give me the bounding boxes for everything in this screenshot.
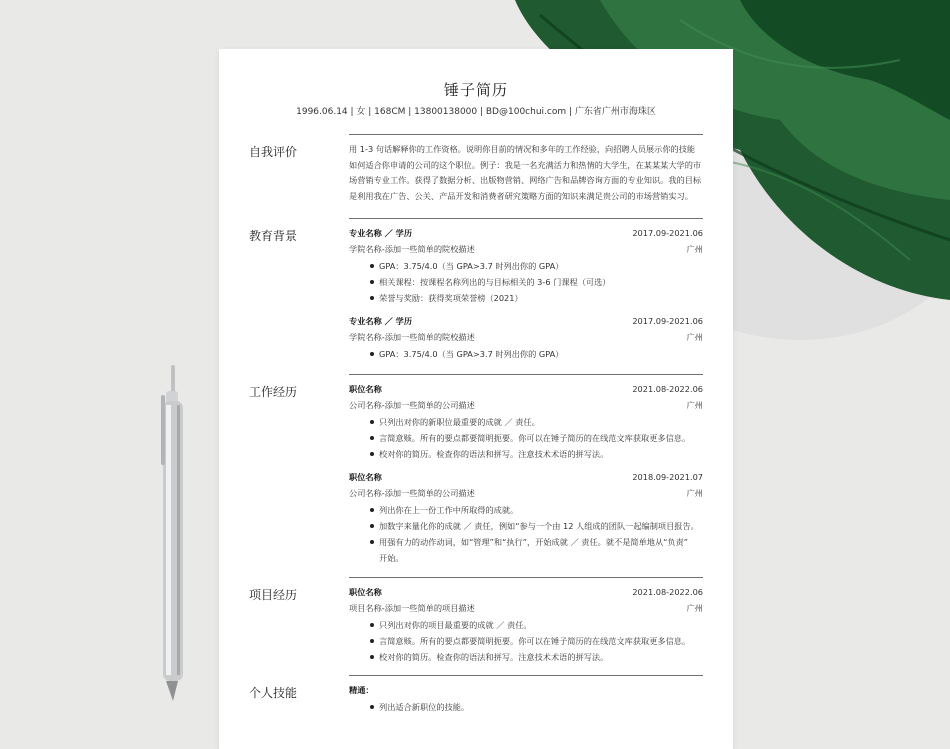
text-line: 如何适合你申请的公司的这个职位。例子：我是一名充满活力和热情的大学生，在某某某大学的市 bbox=[349, 159, 702, 170]
skill-label: 精通： bbox=[349, 685, 374, 695]
bullet-item: GPA：3.75/4.0（当 GPA>3.7 时列出你的 GPA） bbox=[349, 346, 703, 362]
section-divider bbox=[349, 374, 703, 375]
bullet-item: 相关课程：按课程名称列出的与目标相关的 3-6 门课程（可选） bbox=[349, 274, 703, 290]
skills-entries bbox=[349, 683, 703, 715]
bullet-item: 列出你在上一份工作中所取得的成就。 bbox=[349, 502, 703, 518]
bullet-item: 列出适合新职位的技能。 bbox=[349, 699, 703, 715]
text-line: 用 1-3 句话解释你的工作资格。说明你目前的情况和多年的工作经验，向招聘人员展示你的技能 bbox=[349, 144, 696, 154]
bullet-continuation: 开始。 bbox=[379, 553, 404, 563]
bullet-item: 加数字来量化你的成就 ／ 责任，例如“参与一个由 12 人组成的团队一起编制项目报告。 bbox=[349, 518, 703, 534]
bullet-item: 用强有力的动作动词，如“管理”和“执行”，开始成就 ／ 责任。就不是简单地从“负责” bbox=[349, 534, 703, 550]
entry-date: 2018.09-2021.07 bbox=[632, 472, 703, 482]
bullet-item: GPA：3.75/4.0（当 GPA>3.7 时列出你的 GPA） bbox=[349, 258, 703, 274]
resume-paper bbox=[219, 49, 733, 749]
text-line: 场营销专业工作。获得了数据分析、出版物营销、网络广告和品牌咨询方面的专业知识。我的目标 bbox=[349, 175, 702, 186]
education-entry bbox=[349, 226, 703, 306]
entry-subtitle: 学院名称-添加一些简单的院校描述 bbox=[349, 244, 475, 254]
bullet-item: 只列出对你的新职位最重要的成就 ／ 责任。 bbox=[349, 414, 703, 430]
work-entry bbox=[349, 470, 703, 566]
resume-title: 锤子简历 bbox=[443, 81, 508, 99]
entry-location: 广州 bbox=[686, 603, 703, 613]
section-heading: 个人技能 bbox=[249, 686, 298, 700]
entry-title: 职位名称 bbox=[349, 384, 382, 394]
entry-date: 2017.09-2021.06 bbox=[632, 316, 703, 326]
self-eval-text bbox=[349, 142, 703, 204]
section-heading: 项目经历 bbox=[249, 588, 298, 602]
project-entry bbox=[349, 585, 703, 665]
bullet-item: 荣誉与奖励：获得奖项荣誉榜（2021） bbox=[349, 290, 703, 306]
bullet-item: 校对你的简历。检查你的语法和拼写。注意技术术语的拼写法。 bbox=[349, 446, 703, 462]
section-heading: 自我评价 bbox=[249, 145, 298, 159]
entry-title: 专业名称 ／ 学历 bbox=[349, 228, 413, 238]
bullet-item: 言简意赅。所有的要点都要简明扼要。你可以在锤子简历的在线范文库获取更多信息。 bbox=[349, 430, 703, 446]
entry-date: 2017.09-2021.06 bbox=[632, 228, 703, 238]
section-divider bbox=[349, 577, 703, 578]
bullet-item: 言简意赅。所有的要点都要简明扼要。你可以在锤子简历的在线范文库获取更多信息。 bbox=[349, 633, 703, 649]
bullet-item: 只列出对你的项目最重要的成就 ／ 责任。 bbox=[349, 617, 703, 633]
work-entry bbox=[349, 382, 703, 462]
entry-date: 2021.08-2022.06 bbox=[632, 384, 703, 394]
section-heading: 教育背景 bbox=[249, 229, 298, 243]
entry-location: 广州 bbox=[686, 400, 703, 410]
bullet-item: 校对你的简历。检查你的语法和拼写。注意技术术语的拼写法。 bbox=[349, 649, 703, 665]
section-divider bbox=[349, 134, 703, 135]
entry-subtitle: 项目名称-添加一些简单的项目描述 bbox=[349, 603, 475, 613]
entry-subtitle: 公司名称-添加一些简单的公司描述 bbox=[349, 400, 475, 410]
contact-line: 1996.06.14 | 女 | 168CM | 13800138000 | BD@100chui.com | 广东省广州市海珠区 bbox=[296, 107, 656, 117]
entry-title: 职位名称 bbox=[349, 587, 382, 597]
section-heading: 工作经历 bbox=[249, 385, 298, 399]
entry-subtitle: 公司名称-添加一些简单的公司描述 bbox=[349, 488, 475, 498]
entry-location: 广州 bbox=[686, 332, 703, 342]
entry-title: 专业名称 ／ 学历 bbox=[349, 316, 413, 326]
pen-image bbox=[157, 365, 187, 705]
entry-location: 广州 bbox=[686, 488, 703, 498]
entry-title: 职位名称 bbox=[349, 472, 382, 482]
section-divider bbox=[349, 218, 703, 219]
entry-date: 2021.08-2022.06 bbox=[632, 587, 703, 597]
education-entry bbox=[349, 314, 703, 362]
section-divider bbox=[349, 675, 703, 676]
entry-subtitle: 学院名称-添加一些简单的院校描述 bbox=[349, 332, 475, 342]
text-line: 是利用我在广告、公关、产品开发和消费者研究策略方面的知识来满足贵公司的市场营销实习。 bbox=[349, 190, 693, 201]
entry-location: 广州 bbox=[686, 244, 703, 254]
